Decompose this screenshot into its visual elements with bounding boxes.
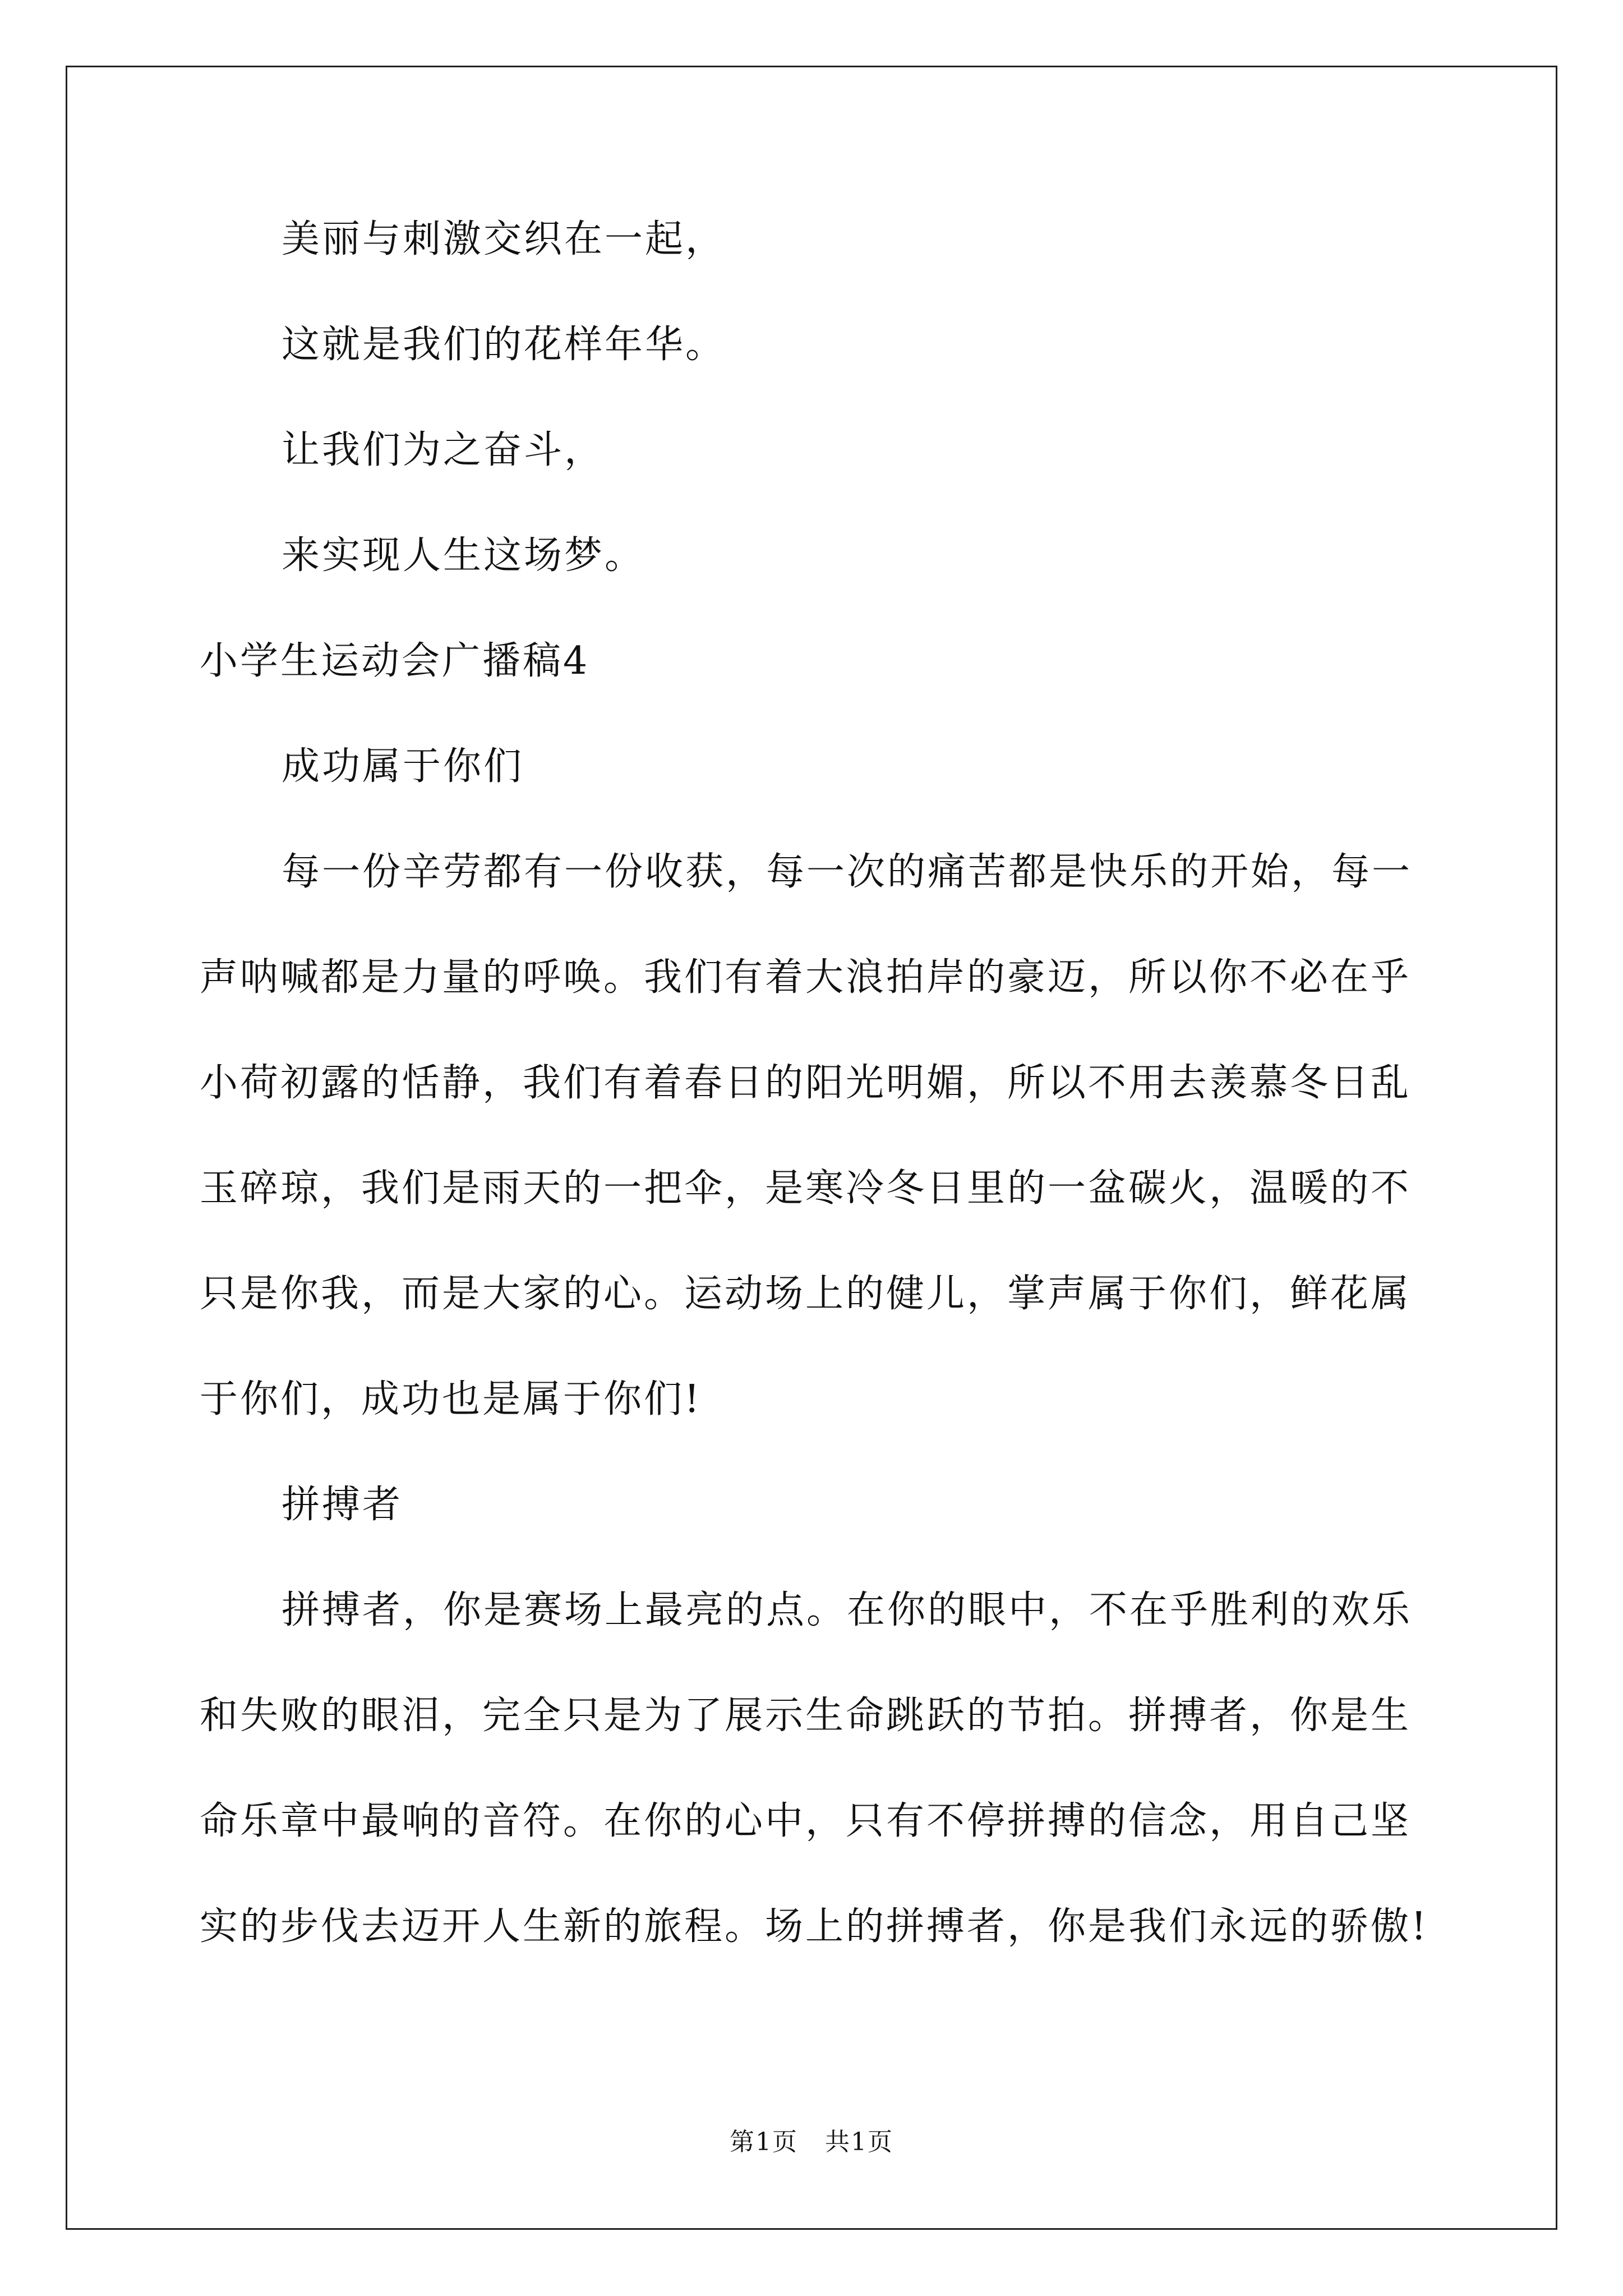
- poem-line-1: 美丽与刺激交织在一起，: [282, 217, 726, 261]
- subheading-striver: 拼搏者: [282, 1483, 403, 1527]
- page-number-footer: 第1页 共1页: [730, 2128, 893, 2156]
- section-title: 小学生运动会广播稿4: [200, 639, 590, 683]
- poem-line-4: 来实现人生这场梦。: [282, 533, 645, 578]
- paragraph-1-line-2: 声呐喊都是力量的呼唤。我们有着大浪拍岸的豪迈，所以你不必在乎: [200, 955, 1412, 1000]
- paragraph-2-line-4: 实的步伐去迈开人生新的旅程。场上的拼搏者，你是我们永远的骄傲!: [200, 1904, 1429, 1949]
- subheading-success: 成功属于你们: [282, 744, 524, 789]
- poem-line-2: 这就是我们的花样年华。: [282, 323, 726, 367]
- paragraph-1-line-6: 于你们，成功也是属于你们!: [200, 1377, 702, 1421]
- paragraph-1-line-5: 只是你我，而是大家的心。运动场上的健儿，掌声属于你们，鲜花属: [200, 1272, 1412, 1316]
- paragraph-1-line-3: 小荷初露的恬静，我们有着春日的阳光明媚，所以不用去羡慕冬日乱: [200, 1061, 1412, 1105]
- paragraph-1-line-4: 玉碎琼，我们是雨天的一把伞，是寒冷冬日里的一盆碳火，温暖的不: [200, 1166, 1412, 1211]
- paragraph-2-line-3: 命乐章中最响的音符。在你的心中，只有不停拼搏的信念，用自己坚: [200, 1799, 1412, 1843]
- paragraph-1-line-1: 每一份辛劳都有一份收获，每一次的痛苦都是快乐的开始，每一: [282, 850, 1413, 894]
- paragraph-2-line-2: 和失败的眼泪，完全只是为了展示生命跳跃的节拍。拼搏者，你是生: [200, 1694, 1412, 1738]
- paragraph-2-line-1: 拼搏者，你是赛场上最亮的点。在你的眼中，不在乎胜利的欢乐: [282, 1588, 1413, 1632]
- poem-line-3: 让我们为之奋斗，: [282, 428, 605, 472]
